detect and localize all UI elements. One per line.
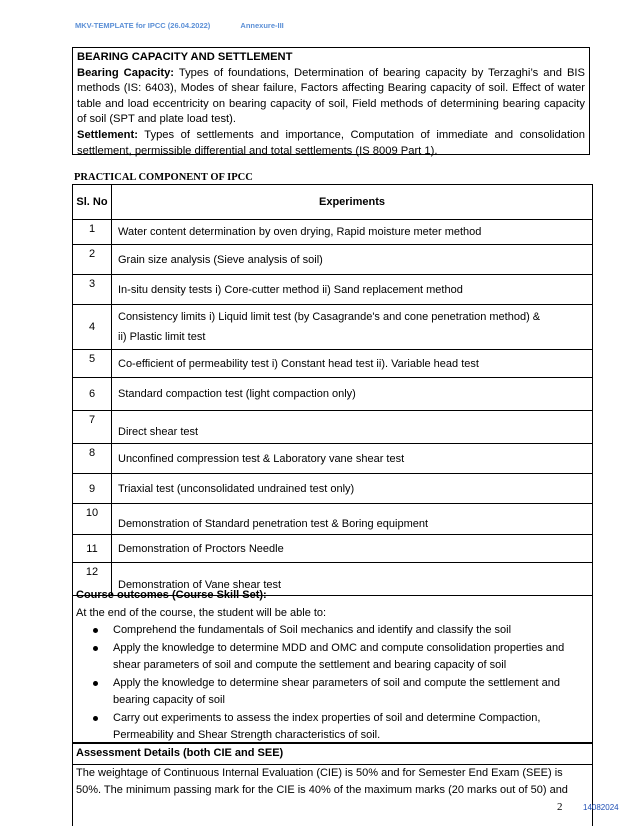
- experiment-cell: Demonstration of Proctors Needle: [112, 535, 593, 563]
- assessment-details: [72, 743, 593, 826]
- experiment-cell: Grain size analysis (Sieve analysis of soil): [112, 245, 593, 275]
- experiments-table: [72, 184, 593, 596]
- bearing-capacity-label: Bearing Capacity:: [77, 66, 175, 79]
- sl-no-header: Sl. No: [73, 185, 112, 220]
- page-number: 2: [557, 801, 563, 813]
- list-item: Apply the knowledge to determine MDD and OMC and compute consolidation properties and shear parameters of soil and compute the settlement and bearing capacity of soil: [113, 640, 589, 675]
- sl-no-cell: 6: [73, 378, 112, 411]
- sl-no-cell: 5: [73, 350, 112, 378]
- table-row: [73, 350, 593, 378]
- table-row: [73, 411, 593, 444]
- list-item: Carry out experiments to assess the index properties of soil and determine Compaction, Permeability and Shear Strength characteristics of soil.: [113, 710, 589, 745]
- table-row: [73, 474, 593, 504]
- settlement-paragraph: [77, 128, 585, 159]
- experiment-line-1: Consistency limits i) Liquid limit test (by Casagrande's and cone penetration method) &: [118, 311, 541, 323]
- table-row: [73, 535, 593, 563]
- annexure-label: Annexure-III: [240, 21, 284, 30]
- assessment-title: Assessment Details (both CIE and SEE): [76, 747, 284, 759]
- experiment-cell: Water content determination by oven drying, Rapid moisture meter method: [112, 220, 593, 245]
- outcomes-intro: At the end of the course, the student will be able to:: [76, 606, 327, 619]
- experiment-cell: Standard compaction test (light compaction only): [112, 378, 593, 411]
- sl-no-cell: 12: [73, 563, 112, 596]
- table-header-row: [73, 185, 593, 220]
- module-title: BEARING CAPACITY AND SETTLEMENT: [77, 51, 293, 63]
- bearing-capacity-text: Types of foundations, Determination of bearing capacity by Terzaghi’s and BIS methods (IS: 6403), Modes of shear failure, Factors affecting Bearing capacity of soil. Effect of water table and load eccentricity on bearing capacity of soil, Field methods of determining bearing capacity of soil (SPT and plate load test).: [77, 66, 586, 126]
- settlement-label: Settlement:: [77, 128, 138, 141]
- experiment-cell: Direct shear test: [112, 411, 593, 444]
- experiment-cell: [112, 305, 593, 350]
- table-row: [73, 275, 593, 305]
- sl-no-cell: 9: [73, 474, 112, 504]
- practical-title: PRACTICAL COMPONENT OF IPCC: [74, 172, 253, 183]
- sl-no-cell: 7: [73, 411, 112, 444]
- experiments-header: Experiments: [112, 185, 593, 220]
- table-row: [73, 504, 593, 535]
- sl-no-cell: 1: [73, 220, 112, 245]
- experiment-cell: Demonstration of Vane shear test: [112, 563, 593, 596]
- list-item: Apply the knowledge to determine shear parameters of soil and compute the settlement and bearing capacity of soil: [113, 675, 589, 710]
- settlement-text: Types of settlements and importance, Computation of immediate and consolidation settlement, permissible differential and total settlements (IS 8009 Part 1).: [77, 128, 585, 157]
- sl-no-cell: 8: [73, 444, 112, 474]
- document-id: 14082024: [583, 803, 619, 812]
- experiment-cell: Demonstration of Standard penetration test & Boring equipment: [112, 504, 593, 535]
- experiment-cell: In-situ density tests i) Core-cutter method ii) Sand replacement method: [112, 275, 593, 305]
- experiment-cell: Triaxial test (unconsolidated undrained test only): [112, 474, 593, 504]
- template-label: MKV-TEMPLATE for IPCC (26.04.2022): [75, 21, 211, 30]
- sl-no-cell: 10: [73, 504, 112, 535]
- sl-no-cell: 4: [73, 305, 112, 350]
- outcomes-title: Course outcomes (Course Skill Set):: [76, 589, 267, 601]
- table-row: [73, 378, 593, 411]
- assessment-text: The weightage of Continuous Internal Evaluation (CIE) is 50% and for Semester End Exam (SEE) is 50%. The minimum passing mark for the CIE is 40% of the maximum marks (20 marks out of 50) and: [76, 766, 568, 796]
- experiment-cell: Unconfined compression test & Laboratory vane shear test: [112, 444, 593, 474]
- table-row: [73, 444, 593, 474]
- bearing-capacity-paragraph: [77, 66, 585, 128]
- module-box: [72, 47, 590, 155]
- sl-no-cell: 3: [73, 275, 112, 305]
- experiment-cell: Co-efficient of permeability test i) Constant head test ii). Variable head test: [112, 350, 593, 378]
- list-item: Comprehend the fundamentals of Soil mechanics and identify and classify the soil: [113, 622, 589, 640]
- course-outcomes: [72, 586, 593, 743]
- experiment-line-2: ii) Plastic limit test: [118, 331, 206, 343]
- outcomes-list: [76, 622, 589, 745]
- table-row: [73, 245, 593, 275]
- page-header: [75, 21, 284, 30]
- table-row: [73, 220, 593, 245]
- sl-no-cell: 2: [73, 245, 112, 275]
- sl-no-cell: 11: [73, 535, 112, 563]
- table-row: [73, 305, 593, 350]
